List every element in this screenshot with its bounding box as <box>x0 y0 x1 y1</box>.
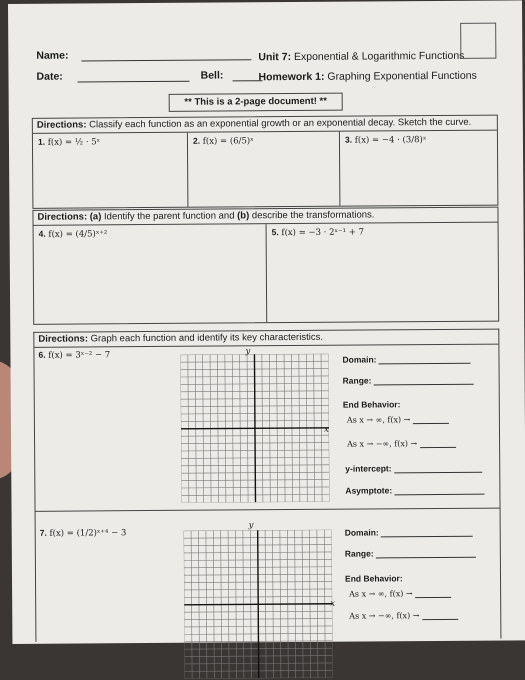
range-field-6[interactable] <box>343 375 474 386</box>
directions-text: Graph each function and identify its key characteristics. <box>90 331 323 345</box>
problem-6-label <box>38 349 110 361</box>
unit-number: Unit 7: <box>258 51 292 64</box>
directions-label-b: (b) <box>237 210 250 222</box>
problem-expression: f(x) = −4 · (3/8)ˣ <box>354 135 427 146</box>
domain-label: Domain: <box>344 527 379 538</box>
directions-text-end: describe the transformations. <box>251 209 375 222</box>
problem-expression: f(x) = 3ˣ⁻² − 7 <box>48 350 111 361</box>
problem-expression: f(x) = (1/2)ˣ⁺⁴ − 3 <box>49 528 127 539</box>
problem-expression: f(x) = (4/5)ˣ⁺² <box>48 229 108 240</box>
end-behavior-neg-7[interactable] <box>349 611 458 621</box>
problem-expression: f(x) = ½ · 5ˣ <box>47 137 101 148</box>
name-label: Name: <box>36 49 69 62</box>
graph-directions <box>34 330 498 348</box>
end-behavior-pos-label: As x → ∞, f(x) → <box>346 415 411 425</box>
homework-title <box>258 70 476 84</box>
worksheet-page <box>8 0 525 644</box>
bell-label: Bell: <box>200 69 224 82</box>
date-label: Date: <box>36 70 63 83</box>
range-label: Range: <box>344 548 374 559</box>
directions-text: Identify the parent function and <box>103 210 235 223</box>
homework-number: Homework 1: <box>258 70 325 84</box>
date-blank[interactable] <box>78 81 190 83</box>
y-axis-label: y <box>245 346 251 357</box>
problem-2-cell[interactable] <box>188 132 341 207</box>
problem-5-cell[interactable] <box>267 223 499 323</box>
problem-expression: f(x) = −3 · 2ˣ⁻¹ + 7 <box>281 227 365 239</box>
coordinate-grid-7[interactable] <box>184 530 336 679</box>
asymptote-label: Asymptote: <box>345 485 393 496</box>
domain-field-7[interactable] <box>345 527 473 538</box>
end-behavior-pos-6[interactable] <box>347 415 449 425</box>
date-row <box>36 69 262 83</box>
domain-field-6[interactable] <box>342 354 470 365</box>
two-page-notice: ** This is a 2-page document! ** <box>169 93 343 112</box>
problem-3-cell[interactable] <box>340 131 498 206</box>
problem-number: 4. <box>38 228 46 239</box>
problem-number: 6. <box>38 349 46 360</box>
end-behavior-neg-label: As x → −∞, f(x) → <box>347 439 418 449</box>
asymptote-field-6[interactable] <box>345 485 484 496</box>
coordinate-grid-6[interactable] <box>180 354 329 503</box>
directions-text: Classify each function as an exponential growth or an exponential decay. Sketch the curve. <box>89 116 472 131</box>
y-intercept-field-6[interactable] <box>345 463 482 474</box>
end-behavior-label-7: End Behavior: <box>344 573 403 584</box>
problem-number: 1. <box>37 136 46 147</box>
y-axis-label: y <box>248 520 254 531</box>
homework-name: Graphing Exponential Functions <box>327 69 477 83</box>
name-row <box>36 48 251 62</box>
end-behavior-pos-7[interactable] <box>349 589 451 599</box>
end-behavior-pos-label: As x → ∞, f(x) → <box>349 589 413 599</box>
directions-label: Directions: (a) <box>37 211 102 223</box>
y-intercept-label: y-intercept: <box>345 463 392 474</box>
problem-7-label <box>40 527 127 539</box>
problem-number: 5. <box>271 227 279 238</box>
name-blank[interactable] <box>81 59 251 61</box>
classify-table <box>32 115 499 209</box>
problem-1-cell[interactable] <box>33 133 189 208</box>
x-axis-label: x <box>323 424 329 435</box>
problem-expression: f(x) = (6/5)ˣ <box>202 136 254 147</box>
range-field-7[interactable] <box>345 548 476 559</box>
end-behavior-neg-label: As x → −∞, f(x) → <box>349 611 420 621</box>
end-behavior-label-6: End Behavior: <box>342 399 401 410</box>
score-box[interactable] <box>460 23 496 59</box>
directions-label: Directions: <box>38 333 89 345</box>
problem-number: 3. <box>344 134 353 145</box>
problem-4-cell[interactable] <box>34 224 268 324</box>
problem-divider <box>36 508 500 512</box>
range-label: Range: <box>342 375 372 386</box>
unit-title <box>258 50 464 63</box>
domain-label: Domain: <box>342 354 377 365</box>
unit-name: Exponential & Logarithmic Functions <box>293 49 465 64</box>
x-axis-label: x <box>330 598 336 609</box>
transform-table <box>32 207 499 325</box>
end-behavior-neg-6[interactable] <box>347 439 456 449</box>
directions-label: Directions: <box>36 119 87 131</box>
problem-number: 2. <box>192 135 201 146</box>
problem-number: 7. <box>39 527 47 538</box>
